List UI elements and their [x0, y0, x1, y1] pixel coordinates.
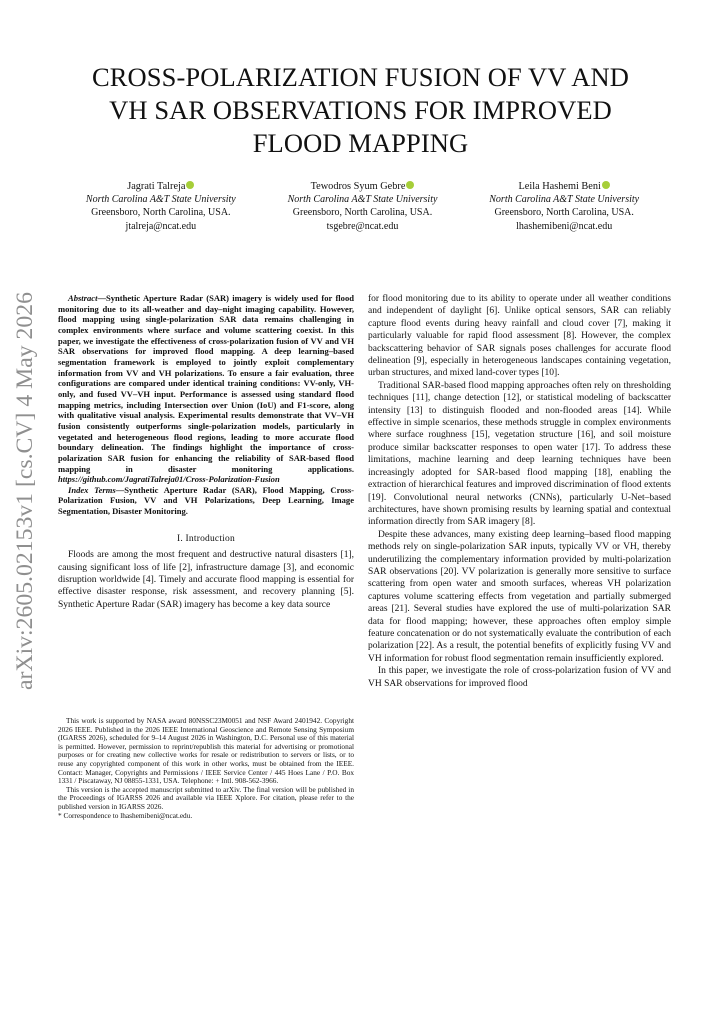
author-name: Tewodros Syum Gebre — [310, 181, 406, 192]
title-line: FLOOD MAPPING — [252, 128, 469, 158]
author-location: Greensboro, North Carolina, USA. — [292, 207, 433, 219]
code-link[interactable]: https://github.com/JagratiTalreja01/Cross-Polarization-Fusion — [58, 474, 280, 485]
orcid-icon[interactable] — [186, 181, 194, 189]
intro-paragraph: Floods are among the most frequent and destructive natural disasters [1], causing significant loss of life [2], infrastructure damage [3], and economic disruption worldwide [4]. Timely and accurate flood mapping is essential for effective disaster response, risk assessment, and recovery planning [5]. Synthetic Aperture Radar (SAR) imagery has become a key data source — [58, 550, 354, 610]
author-email[interactable]: lhashemibeni@ncat.edu — [516, 220, 613, 232]
author-email[interactable]: tsgebre@ncat.edu — [326, 220, 399, 232]
abstract-label: Abstract — [68, 293, 98, 303]
right-column — [368, 293, 671, 690]
author-location: Greensboro, North Carolina, USA. — [91, 207, 231, 219]
orcid-icon[interactable] — [602, 181, 610, 189]
author-affiliation: North Carolina A&T State University — [489, 194, 640, 206]
arxiv-identifier: arXiv:2605.02153v1 [cs.CV] 4 May 2026 — [12, 295, 38, 690]
abstract — [58, 293, 354, 485]
abstract-text: —Synthetic Aperture Radar (SAR) imagery is widely used for flood monitoring due to its all-weather and day–night imaging capability. However, flood mapping using single-polarization SAR data remains challenging in complex environments where surface and volume scattering coexist. In this paper, we investigate the effectiveness of cross-polarization fusion of VV and VH SAR observations for improved flood mapping. A deep learning–based segmentation framework is employed to jointly exploit complementary information from VV and VH polarizations. To ensure a fair evaluation, three configurations are compared under identical training conditions: VV-only, VH-only, and fused VV–VH input. Performance is assessed using standard flood mapping metrics, including Intersection over Union (IoU) and F1-score, along with qualitative visual analysis. Experimental results demonstrate that VV–VH fusion consistently outperforms single-polarization models, particularly in vegetated and heterogeneous flood regions, leading to more accurate flood boundary delineation. The findings highlight the importance of cross-polarization SAR fusion for enhancing the reliability of SAR-based flood mapping in disaster monitoring applications. — [58, 293, 354, 474]
author-block — [262, 180, 464, 233]
footnotes — [58, 717, 354, 820]
left-column — [58, 293, 354, 611]
body-paragraph: In this paper, we investigate the role of cross-polarization fusion of VV and VH SAR observations for improved flood — [368, 666, 671, 689]
index-terms-label: Index Terms — [68, 484, 116, 495]
author-location: Greensboro, North Carolina, USA. — [494, 207, 634, 219]
body-paragraph: for flood monitoring due to its ability to operate under all weather conditions and independent of daylight [6]. Unlike optical sensors, SAR can reliably capture flood events during heavy rainfall and cloud cover [7], making it particularly valuable for rapid flood assessment [8]. However, the complex backscattering behavior of SAR signals poses challenges for accurate flood delineation [9], especially in heterogeneous landscapes containing vegetation, urban structures, and mixed land-cover types [10]. — [368, 294, 671, 379]
author-email[interactable]: jtalreja@ncat.edu — [125, 220, 197, 232]
orcid-icon[interactable] — [406, 181, 414, 189]
arxiv-side-stamp — [3, 290, 39, 690]
author-affiliation: North Carolina A&T State University — [85, 194, 236, 206]
title-line: CROSS-POLARIZATION FUSION OF VV AND — [91, 62, 630, 92]
index-terms — [58, 485, 354, 517]
author-affiliation: North Carolina A&T State University — [287, 194, 438, 206]
correspondence-footnote: * Correspondence to lhashemibeni@ncat.edu. — [58, 810, 193, 820]
paper-title — [40, 61, 681, 160]
author-block — [60, 180, 262, 233]
version-footnote: This version is the accepted manuscript submitted to arXiv. The final version will be published in the Proceedings of IGARSS 2026 and available via IEEE Xplore. For citation, please refer to the published version in IGARSS 2026. — [58, 784, 354, 811]
author-block — [463, 180, 665, 233]
author-name: Leila Hashemi Beni — [518, 181, 601, 192]
author-name: Jagrati Talreja — [127, 181, 186, 192]
body-paragraph: Despite these advances, many existing deep learning–based flood mapping methods rely on single-polarization SAR inputs, typically VV or VH, thereby underutilizing the complementary information provided by multi-polarization SAR observations [20]. VV polarization is generally more sensitive to surface scattering from open water and smooth surfaces, whereas VH polarization captures volume scattering effects from vegetation and partially submerged areas [21]. Several studies have explored the use of multi-polarization SAR data for flood mapping; however, these approaches often employ simple feature concatenation or do not systematically evaluate the contribution of each polarization [22]. As a result, the potential benefits of explicitly fusing VV and VH information for robust flood segmentation remain insufficiently explored. — [368, 529, 671, 664]
author-list — [60, 180, 665, 233]
title-line: VH SAR OBSERVATIONS FOR IMPROVED — [109, 95, 612, 125]
section-heading: I. Introduction — [177, 533, 235, 544]
funding-footnote: This work is supported by NASA award 80NSSC23M0051 and NSF Award 2401942. Copyright 2026 IEEE. Published in the 2026 IEEE International Geoscience and Remote Sensing Symposium (IGARSS 2026), scheduled for 9–14 August 2026 in Washington, D.C. Personal use of this material is permitted. However, permission to reprint/republish this material for advertising or promotional purposes or for creating new collective works for resale or redistribution to servers or lists, or to reuse any copyrighted component of this work in other works, must be obtained from the IEEE. Contact: Manager, Copyrights and Permissions / IEEE Service Center / 445 Hoes Lane / P.O. Box 1331 / Piscataway, NJ 08855-1331, USA. Telephone: + Intl. 908-562-3966. — [58, 716, 354, 786]
body-paragraph: Traditional SAR-based flood mapping approaches often rely on thresholding techniques [11], change detection [12], or statistical modeling of backscatter intensity [13] to distinguish flooded and non-flooded areas [14]. While effective in simple scenarios, these methods struggle in complex environments where surface roughness [15], vegetation structure [16], and soil moisture produce similar backscatter responses to open water [17]. To address these limitations, machine learning and deep learning techniques have been increasingly adopted for SAR-based flood mapping [18], enabling the extraction of hierarchical features and improved discrimination of flood extents [19]. Convolutional neural networks (CNNs), particularly U-Net–based architectures, have shown promising results by learning spatial and contextual information directly from SAR imagery [8]. — [368, 380, 671, 528]
index-terms-text: —Synthetic Aperture Radar (SAR), Flood Mapping, Cross-Polarization Fusion, VV and VH Polarizations, Deep Learning, Image Segmentation, Disaster Monitoring. — [58, 484, 354, 517]
